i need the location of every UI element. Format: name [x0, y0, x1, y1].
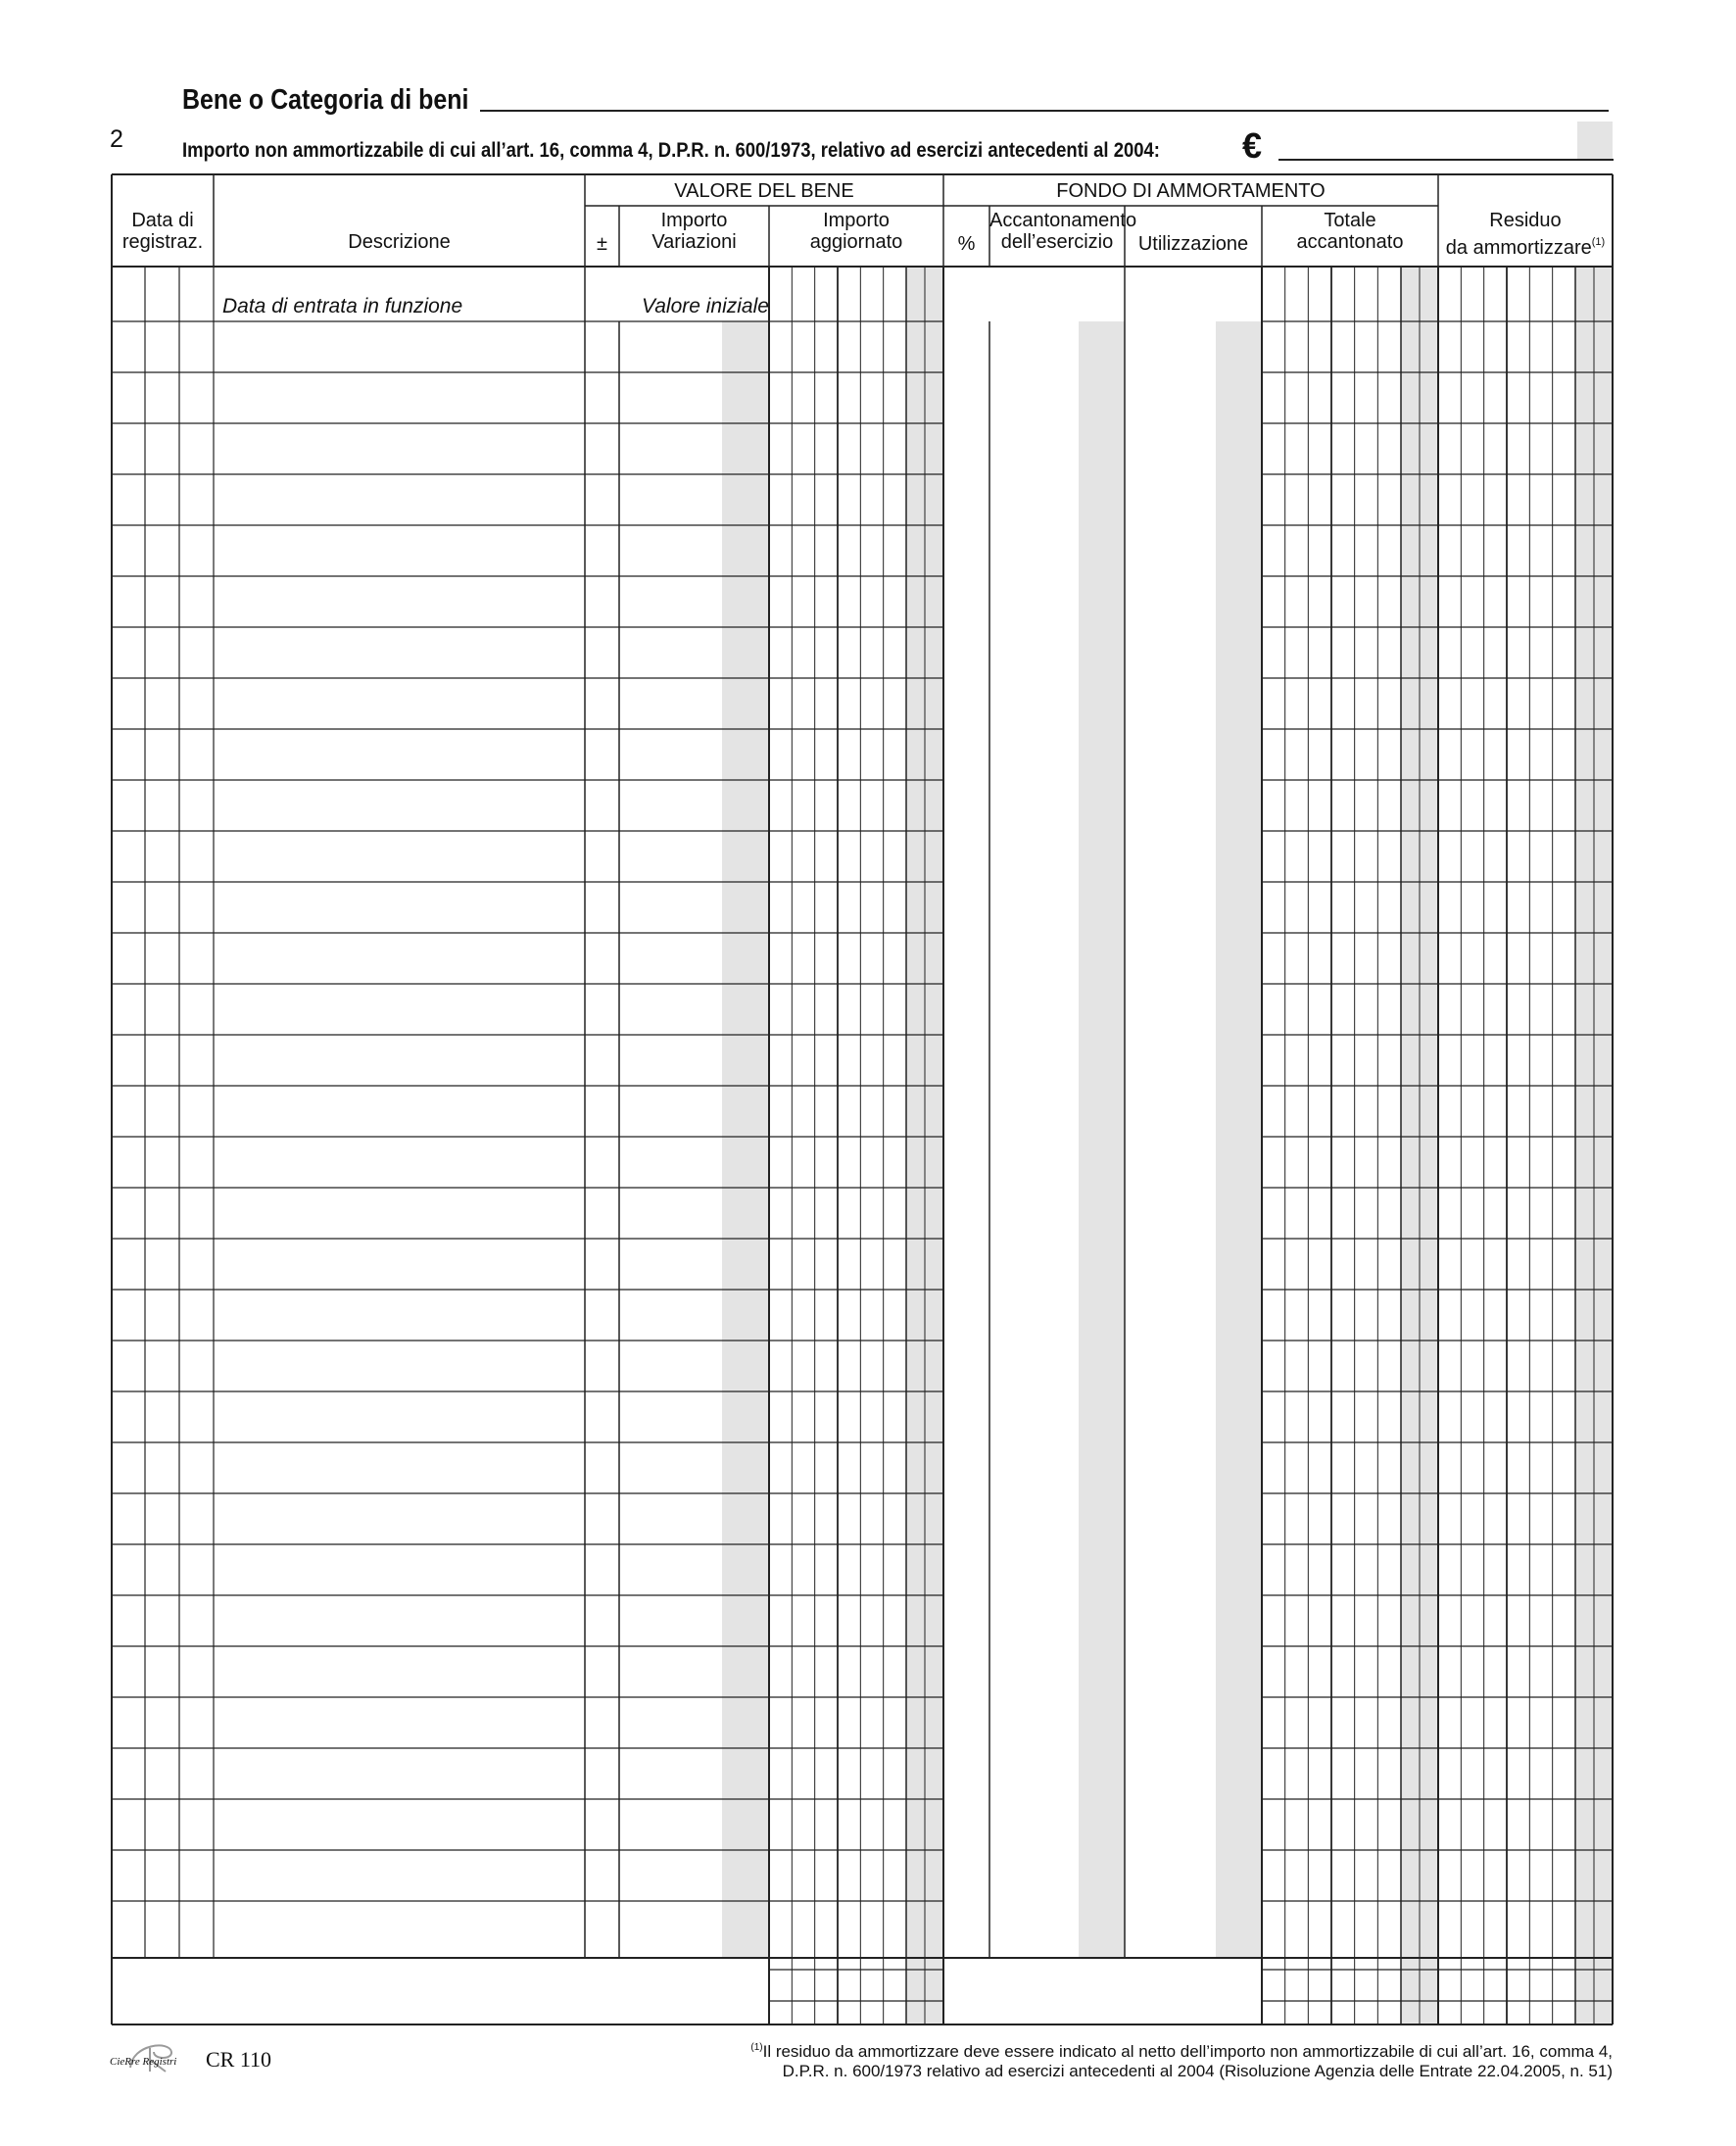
header-totale-accantonato: Totale accantonato: [1296, 210, 1404, 253]
header-data-registrazione: Data di registraz.: [121, 210, 204, 253]
shaded-accantonamento-decimals: [1079, 321, 1125, 1958]
footnote: [647, 2038, 1613, 2081]
header-descrizione: Descrizione: [348, 231, 451, 253]
header-accantonamento: Accantonamento dell’esercizio: [989, 210, 1137, 253]
footnote-mark: (1): [750, 2042, 763, 2053]
residuo-footnote-mark: (1): [1591, 236, 1606, 248]
header-percentuale: %: [957, 233, 976, 255]
footnote-line-1: Il residuo da ammortizzare deve essere indicato al netto dell’importo non ammortizzabile di cui all’art. 16, comma 4,: [762, 2042, 1613, 2061]
euro-icon: €: [1242, 125, 1263, 166]
bene-categoria-label: Bene o Categoria di beni: [182, 84, 469, 116]
logo-text: CieRre Registri: [110, 2056, 177, 2068]
form-code: CR 110: [206, 2047, 272, 2072]
group-valore-del-bene: VALORE DEL BENE: [674, 180, 854, 202]
header-residuo: Residuo da ammortizzare$^{(1)}$: [1445, 210, 1606, 259]
header-importo-aggiornato: Importo aggiornato: [809, 210, 903, 253]
shaded-variazioni-decimals: [722, 321, 769, 1958]
group-fondo-ammortamento: FONDO DI AMMORTAMENTO: [1056, 180, 1326, 202]
header-segno: ±: [597, 233, 607, 255]
header-utilizzazione: Utilizzazione: [1137, 233, 1249, 255]
footnote-line-2: D.P.R. n. 600/1973 relativo ad esercizi antecedenti al 2004 (Risoluzione Agenzia delle Entrate 22.04.2005, n. 51): [782, 2062, 1613, 2080]
header-importo-variazioni: Importo Variazioni: [651, 210, 737, 253]
shaded-utilizzazione-decimals: [1216, 321, 1262, 1958]
importo-non-ammortizzabile-label: Importo non ammortizzabile di cui all’art. 16, comma 4, D.P.R. n. 600/1973, relativo ad esercizi antecedenti al 2004:: [182, 139, 1160, 162]
data-entrata-funzione-label: Data di entrata in funzione: [222, 295, 463, 317]
valore-iniziale-label: Valore iniziale: [642, 295, 769, 317]
page-number: 2: [110, 125, 123, 153]
